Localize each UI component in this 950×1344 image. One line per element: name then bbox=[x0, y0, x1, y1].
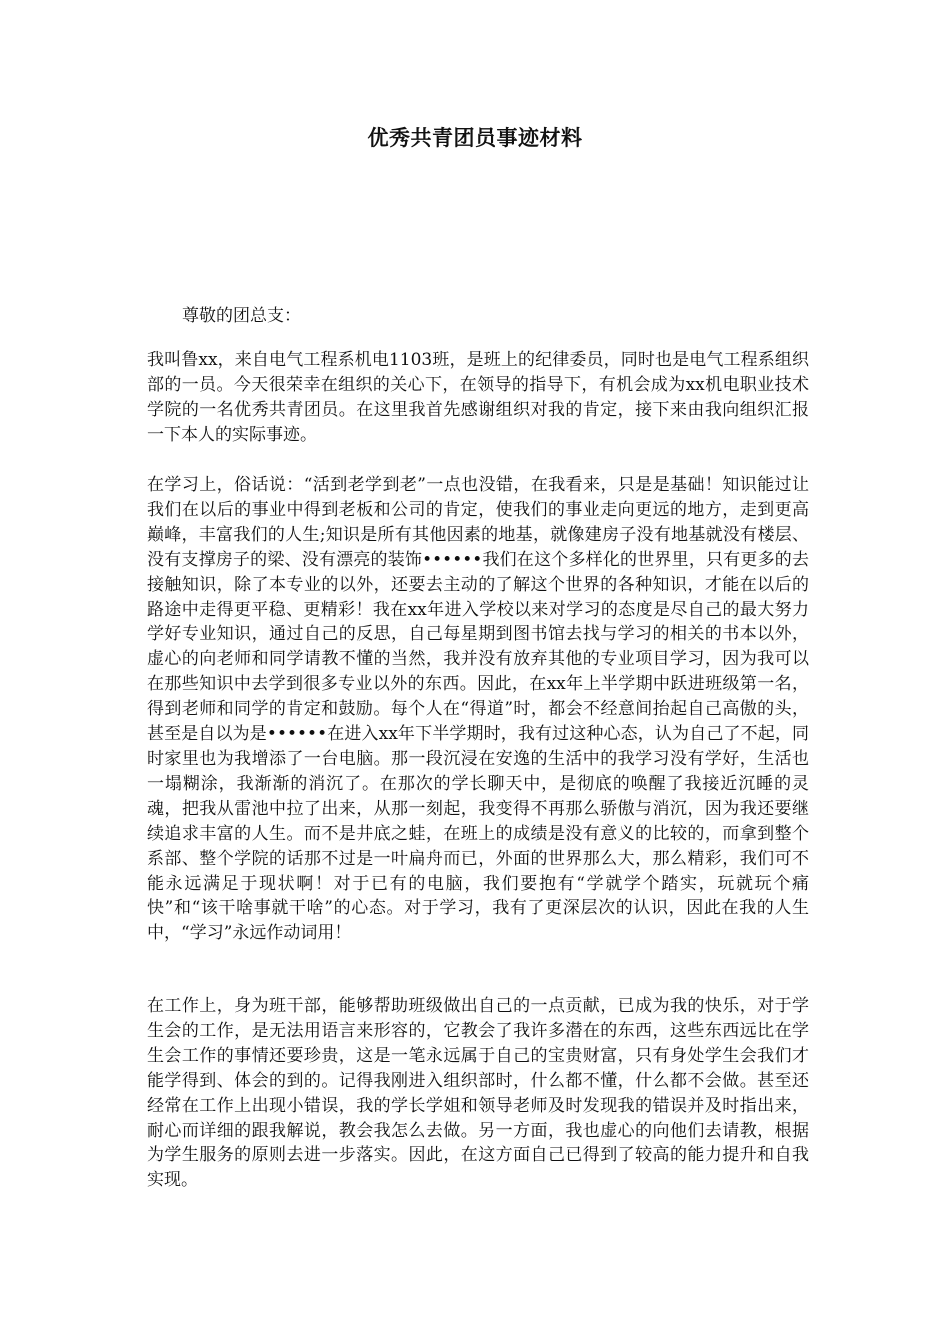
paragraph-study: 在学习上，俗话说：“活到老学到老”一点也没错，在我看来，只是是基础！知识能过让我们在以后的事业中得到老板和公司的肯定，使我们的事业走向更远的地方，走到更高巅峰，丰富我们的人生;知识是所有其他因素的地基，就像建房子没有地基就没有楼层、没有支撑房子的梁、没有漂亮的装饰••••••我们在这个多样化的世界里，只有更多的去接触知识，除了本专业的以外，还要去主动的了解这个世界的各种知识，才能在以后的路途中走得更平稳、更精彩！我在xx年进入学校以来对学习的态度是尽自己的最大努力学好专业知识，通过自己的反思，自己每星期到图书馆去找与学习的相关的书本以外，虚心的向老师和同学请教不懂的当然，我并没有放弃其他的专业项目学习，因为我可以在那些知识中去学到很多专业以外的东西。因此，在xx年上半学期中跃进班级第一名，得到老师和同学的肯定和鼓励。每个人在“得道”时，都会不经意间抬起自己高傲的头，甚至是自以为是••••••在进入xx年下半学期时，我有过这种心态，认为自己了不起，同时家里也为我增添了一台电脑。那一段沉浸在安逸的生活中的我学习没有学好，生活也一塌糊涂，我渐渐的消沉了。在那次的学长聊天中，是彻底的唤醒了我接近沉睡的灵魂，把我从雷池中拉了出来，从那一刻起，我变得不再那么骄傲与消沉，因为我还要继续追求丰富的人生。而不是井底之蛙，在班上的成绩是没有意义的比较的，而拿到整个系部、整个学院的话那不过是一叶扁舟而已，外面的世界那么大，那么精彩，我们可不能永远满足于现状啊！对于已有的电脑，我们要抱有“学就学个踏实，玩就玩个痛快”和“该干啥事就干啥”的心态。对于学习，我有了更深层次的认识，因此在我的人生中，“学习”永远作动词用！ bbox=[147, 475, 809, 944]
paragraph-introduction: 我叫鲁xx，来自电气工程系机电1103班，是班上的纪律委员，同时也是电气工程系组织部的一员。今天很荣幸在组织的关心下，在领导的指导下，有机会成为xx机电职业技术学院的一名优秀共青团员。在这里我首先感谢组织对我的肯定，接下来由我向组织汇报一下本人的实际事迹。 bbox=[147, 350, 809, 445]
document-title: 优秀共青团员事迹材料 bbox=[367, 125, 583, 150]
salutation: 尊敬的团总支： bbox=[182, 306, 301, 326]
paragraph-work: 在工作上，身为班干部，能够帮助班级做出自己的一点贡献，已成为我的快乐，对于学生会的工作，是无法用语言来形容的，它教会了我许多潜在的东西，这些东西远比在学生会工作的事情还要珍贵，这是一笔永远属于自己的宝贵财富，只有身处学生会我们才能学得到、体会的到的。记得我刚进入组织部时，什么都不懂，什么都不会做。甚至还经常在工作上出现小错误，我的学长学姐和领导老师及时发现我的错误并及时指出来，耐心而详细的跟我解说，教会我怎么去做。另一方面，我也虚心的向他们去请教，根据为学生服务的原则去进一步落实。因此，在这方面自己已得到了较高的能力提升和自我实现。 bbox=[147, 996, 809, 1191]
